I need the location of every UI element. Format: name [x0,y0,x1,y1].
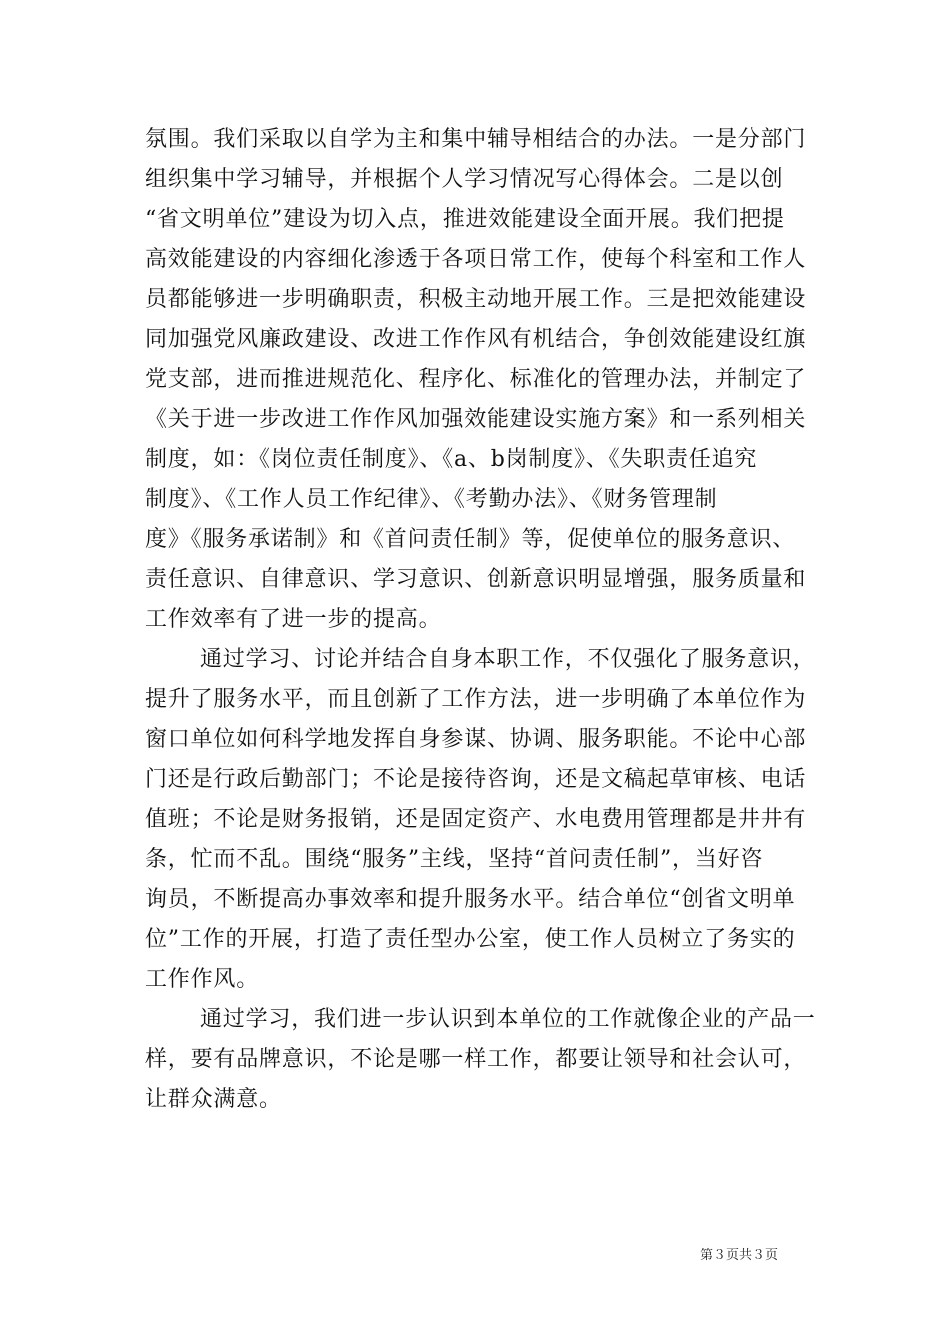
text-line: 提升了服务水平，而且创新了工作方法，进一步明确了本单位作为 [145,687,807,712]
text-line: 责任意识、自律意识、学习意识、创新意识明显增强，服务质量和 [145,567,807,592]
text-line: 窗口单位如何科学地发挥自身参谋、协调、服务职能。不论中心部 [145,727,807,752]
text-line: 询员，不断提高办事效率和提升服务水平。结合单位“创省文明单 [145,887,796,912]
text-line: 制度》、《工作人员工作纪律》、《考勤办法》、《财务管理制 [145,487,718,512]
text-line: 制度，如：《岗位责任制度》、《a、b岗制度》、《失职责任追究 [145,447,758,472]
text-line: 《关于进一步改进工作作风加强效能建设实施方案》和一系列相关 [145,407,807,432]
text-line: 员都能够进一步明确职责，积极主动地开展工作。三是把效能建设 [145,287,807,312]
text-line: “省文明单位”建设为切入点，推进效能建设全面开展。我们把提 [145,207,785,232]
text-line: 工作作风。 [145,967,260,992]
text-line: 组织集中学习辅导，并根据个人学习情况写心得体会。二是以创 [145,167,784,192]
text-line: 氛围。我们采取以自学为主和集中辅导相结合的办法。一是分部门 [145,127,807,152]
text-line: 门还是行政后勤部门；不论是接待咨询，还是文稿起草审核、电话 [145,767,807,792]
paragraph-start-line: 通过学习，我们进一步认识到本单位的工作就像企业的产品一 [200,1007,816,1032]
text-line: 值班；不论是财务报销，还是固定资产、水电费用管理都是井井有 [145,807,807,832]
page-number: 第３页共３页 [700,1248,779,1263]
text-line: 工作效率有了进一步的提高。 [145,607,442,632]
text-line: 党支部，进而推进规范化、程序化、标准化的管理办法，并制定了 [145,367,807,392]
text-line: 位”工作的开展，打造了责任型办公室，使工作人员树立了务实的 [145,927,796,952]
text-line: 让群众满意。 [145,1087,282,1112]
text-line: 度》《服务承诺制》和《首问责任制》等，促使单位的服务意识、 [145,527,796,552]
text-line: 样，要有品牌意识，不论是哪一样工作，都要让领导和社会认可， [145,1047,807,1072]
text-line: 同加强党风廉政建设、改进工作作风有机结合，争创效能建设红旗 [145,327,807,352]
body-text [145,120,816,1120]
text-line: 条，忙而不乱。围绕“服务”主线，坚持“首问责任制”，当好咨 [145,847,764,872]
text-line: 高效能建设的内容细化渗透于各项日常工作，使每个科室和工作人 [145,247,807,272]
paragraph-start-line: 通过学习、讨论并结合自身本职工作，不仅强化了服务意识， [200,647,816,672]
